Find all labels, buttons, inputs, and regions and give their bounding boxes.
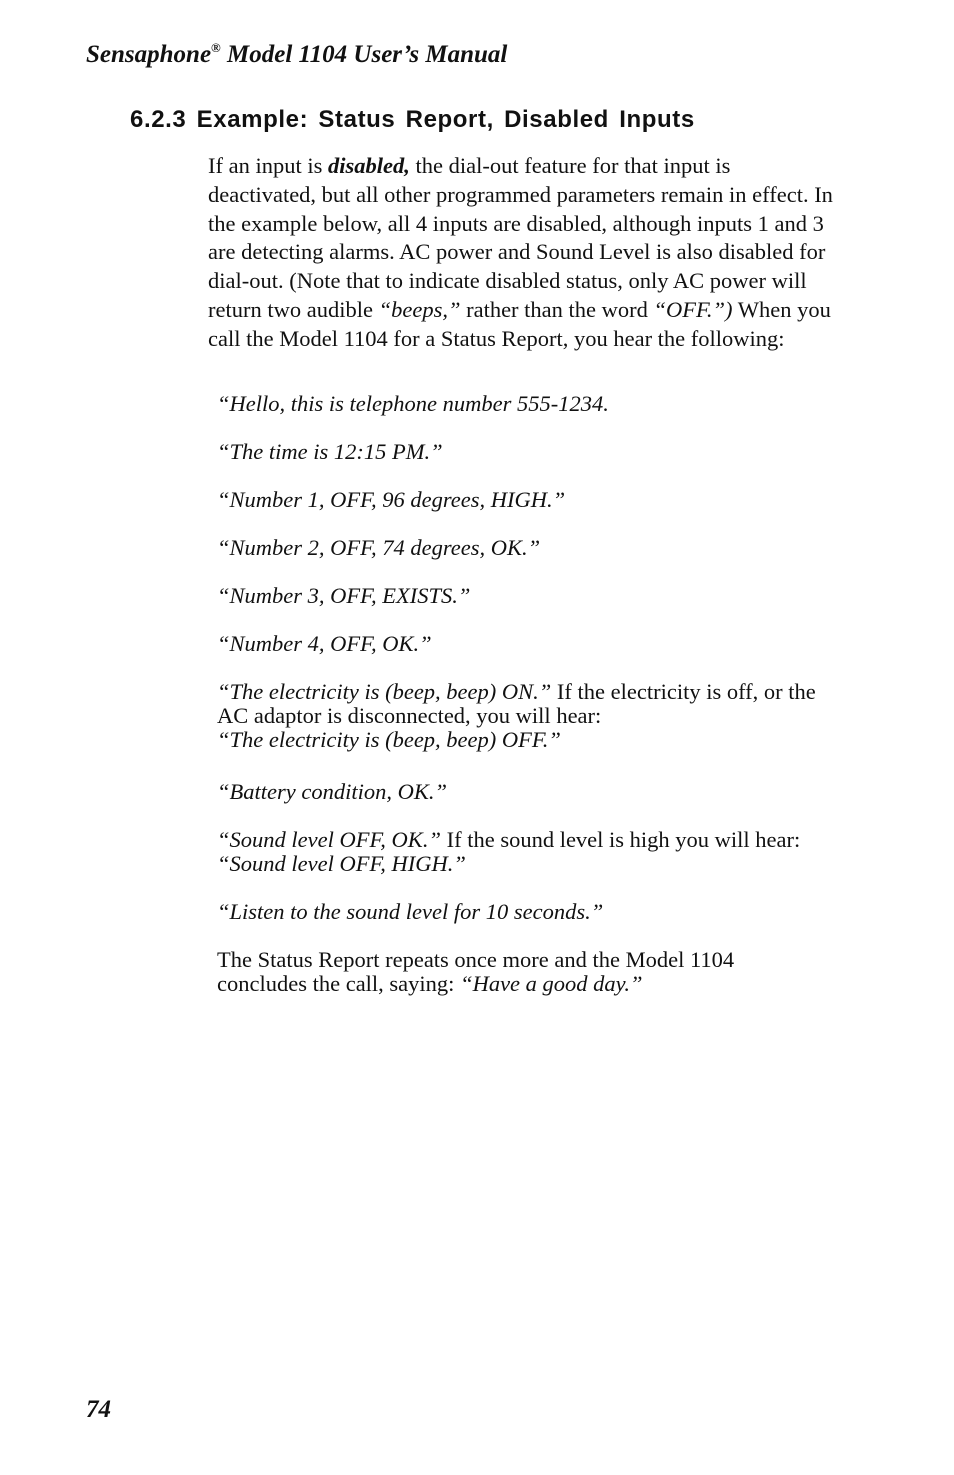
sound-note: If the sound level is high you will hear:: [440, 827, 801, 852]
speech-line: [217, 780, 817, 804]
speech-sound: [217, 828, 817, 876]
intro-beeps-quote: “beeps,”: [378, 296, 461, 322]
speech-hello: “Hello, this is telephone number 555-1234.: [217, 391, 609, 416]
intro-off-quote: “OFF.”): [653, 296, 733, 322]
speech-electricity-off: “The electricity is (beep, beep) OFF.”: [217, 727, 561, 752]
speech-line: [217, 440, 817, 464]
page-number: 74: [86, 1396, 111, 1423]
closing-text: The Status Report repeats once more and the Model 1104 concludes the call, saying:: [217, 947, 735, 996]
speech-input-1: “Number 1, OFF, 96 degrees, HIGH.”: [217, 487, 566, 512]
speech-electricity: [217, 680, 817, 752]
closing-paragraph: [217, 948, 817, 996]
speech-input-4: “Number 4, OFF, OK.”: [217, 631, 432, 656]
electricity-note: If the electricity is off, or the AC adaptor is disconnected, you will hear:: [217, 679, 816, 728]
intro-part-2: the dial-out feature for that input is deactivated, but all other programmed parameters remain in effect. In the example below, all 4 inputs are disabled, although inputs 1 and 3 are detecting alarms. AC power and Sound Level is also disabled for dial-out. (Note that to indicate disabled status, only AC power will return two audible: [208, 153, 833, 322]
intro-bold-disabled: disabled,: [327, 153, 410, 178]
intro-part-4: When you call the Model 1104 for a Status Report, you hear the following:: [208, 296, 831, 351]
speech-input-3: “Number 3, OFF, EXISTS.”: [217, 583, 471, 608]
speech-listen: “Listen to the sound level for 10 seconds.”: [217, 899, 604, 924]
speech-battery: “Battery condition, OK.”: [217, 779, 447, 804]
intro-paragraph: [208, 152, 840, 354]
running-header: [86, 38, 507, 72]
speech-sound-high: “Sound level OFF, HIGH.”: [217, 851, 466, 876]
speech-line: [217, 900, 817, 924]
closing-quote: “Have a good day.”: [460, 971, 643, 996]
speech-time: “The time is 12:15 PM.”: [217, 439, 443, 464]
intro-part-1: If an input is: [208, 153, 328, 178]
speech-input-2: “Number 2, OFF, 74 degrees, OK.”: [217, 535, 541, 560]
status-report-script: [217, 392, 817, 996]
section-heading: 6.2.3 Example: Status Report, Disabled Inputs: [130, 106, 695, 133]
speech-line: [217, 392, 817, 416]
speech-electricity-on: “The electricity is (beep, beep) ON.”: [217, 679, 552, 704]
speech-line: [217, 536, 817, 560]
speech-line: [217, 584, 817, 608]
registered-mark: ®: [211, 40, 221, 55]
header-brand: Sensaphone: [86, 41, 212, 68]
header-title: Model 1104 User’s Manual: [220, 41, 508, 68]
speech-line: [217, 632, 817, 656]
intro-part-3: rather than the word: [460, 296, 654, 322]
speech-line: [217, 488, 817, 512]
speech-sound-ok: “Sound level OFF, OK.”: [217, 827, 441, 852]
